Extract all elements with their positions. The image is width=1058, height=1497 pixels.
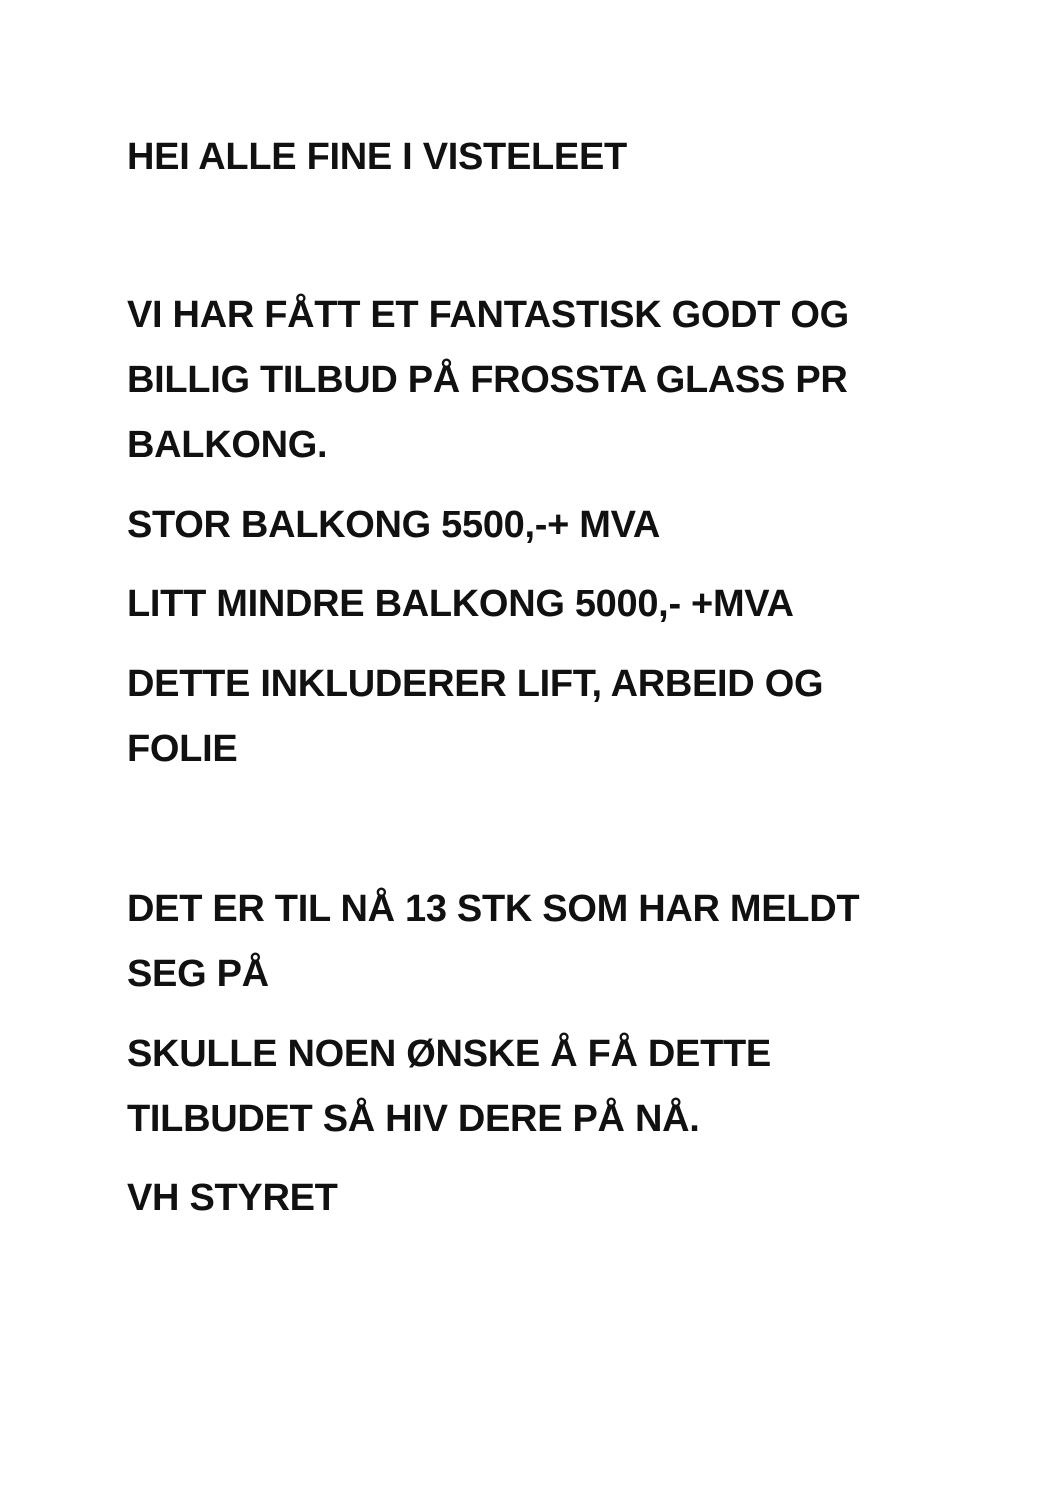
- offer-line-2: BILLIG TILBUD PÅ FROSSTA GLASS PR: [127, 359, 848, 401]
- offer-line-1: VI HAR FÅTT ET FANTASTISK GODT OG: [127, 294, 849, 336]
- offer-line-3: BALKONG.: [127, 424, 328, 466]
- price-large-balcony: STOR BALKONG 5500,-+ MVA: [127, 504, 661, 546]
- includes-line-1: DETTE INKLUDERER LIFT, ARBEID OG: [127, 663, 824, 705]
- invite-line-1: SKULLE NOEN ØNSKE Å FÅ DETTE: [127, 1033, 771, 1075]
- signature: VH STYRET: [127, 1177, 338, 1219]
- signup-line-2: SEG PÅ: [127, 953, 269, 995]
- invite-line-2: TILBUDET SÅ HIV DERE PÅ NÅ.: [127, 1098, 700, 1140]
- signup-line-1: DET ER TIL NÅ 13 STK SOM HAR MELDT: [127, 888, 860, 930]
- greeting-line: HEI ALLE FINE I VISTELEET: [127, 136, 627, 178]
- price-small-balcony: LITT MINDRE BALKONG 5000,- +MVA: [127, 583, 794, 625]
- includes-line-2: FOLIE: [127, 728, 238, 770]
